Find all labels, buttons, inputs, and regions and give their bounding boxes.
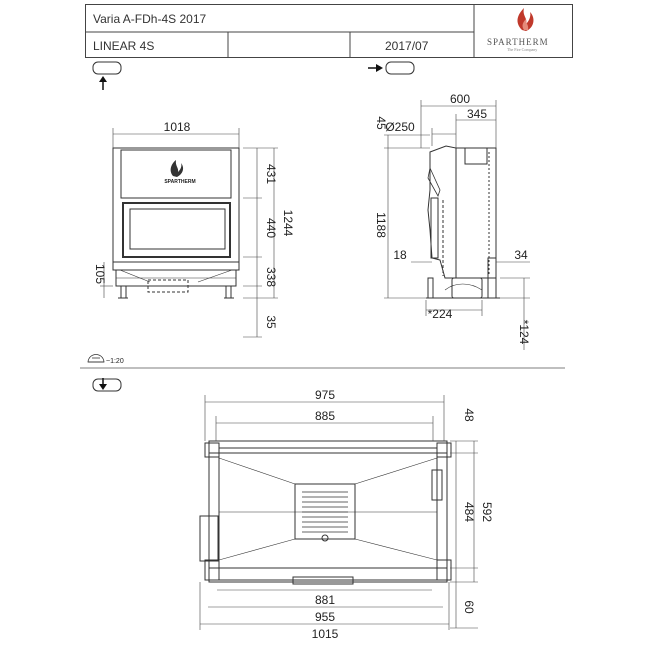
brand-name: SPARTHERM [487,37,549,47]
side-view [426,146,500,298]
dim-side-left-inset: 18 [393,248,407,262]
dim-front-lower: 338 [264,266,278,288]
dim-front-total: 1244 [281,209,295,237]
dim-front-upper: 431 [264,163,278,185]
brand-tagline: The Fire Company [507,47,538,52]
dim-side-depth: 600 [449,92,471,106]
scale-label: ~1:20 [106,358,124,365]
arrow-up-icon [99,76,107,90]
dim-side-rear: 345 [466,107,488,121]
dim-front-width: 1018 [163,120,191,134]
dim-plan-outer: 975 [314,388,336,402]
dim-side-base-height: *124 [517,319,531,345]
dim-plan-lower-mid: 955 [314,610,336,624]
dim-front-foot: 35 [264,315,278,329]
dim-front-glass: 440 [264,217,278,239]
arrow-down-icon [99,378,107,390]
dim-plan-inner: 885 [314,409,336,423]
dim-plan-total-depth: 592 [480,501,494,523]
dim-plan-mid-depth: 484 [462,501,476,523]
scale-icon [88,355,104,363]
plan-view [200,441,451,584]
variant-label: LINEAR 4S [93,39,155,53]
dim-plan-lower-outer: 1015 [311,627,339,641]
arrow-right-icon [368,64,383,72]
model-title: Varia A-FDh-4S 2017 [93,12,207,26]
front-logo-icon [171,160,183,177]
front-logo-text: SPARTHERM [164,179,196,185]
dim-side-flue: Ø250 [385,120,415,134]
dim-plan-bottom-depth: 60 [462,600,476,614]
dim-side-base-depth: *224 [427,307,453,321]
dim-plan-front-depth: 48 [462,408,476,422]
drawing-date: 2017/07 [385,39,429,53]
dim-side-collar: 45 [374,116,388,130]
dim-side-right-inset: 34 [514,248,528,262]
dim-side-height: 1188 [374,212,388,238]
flame-logo-icon [518,8,534,31]
dim-plan-lower-inner: 881 [314,593,336,607]
dim-front-base: 105 [93,263,107,285]
